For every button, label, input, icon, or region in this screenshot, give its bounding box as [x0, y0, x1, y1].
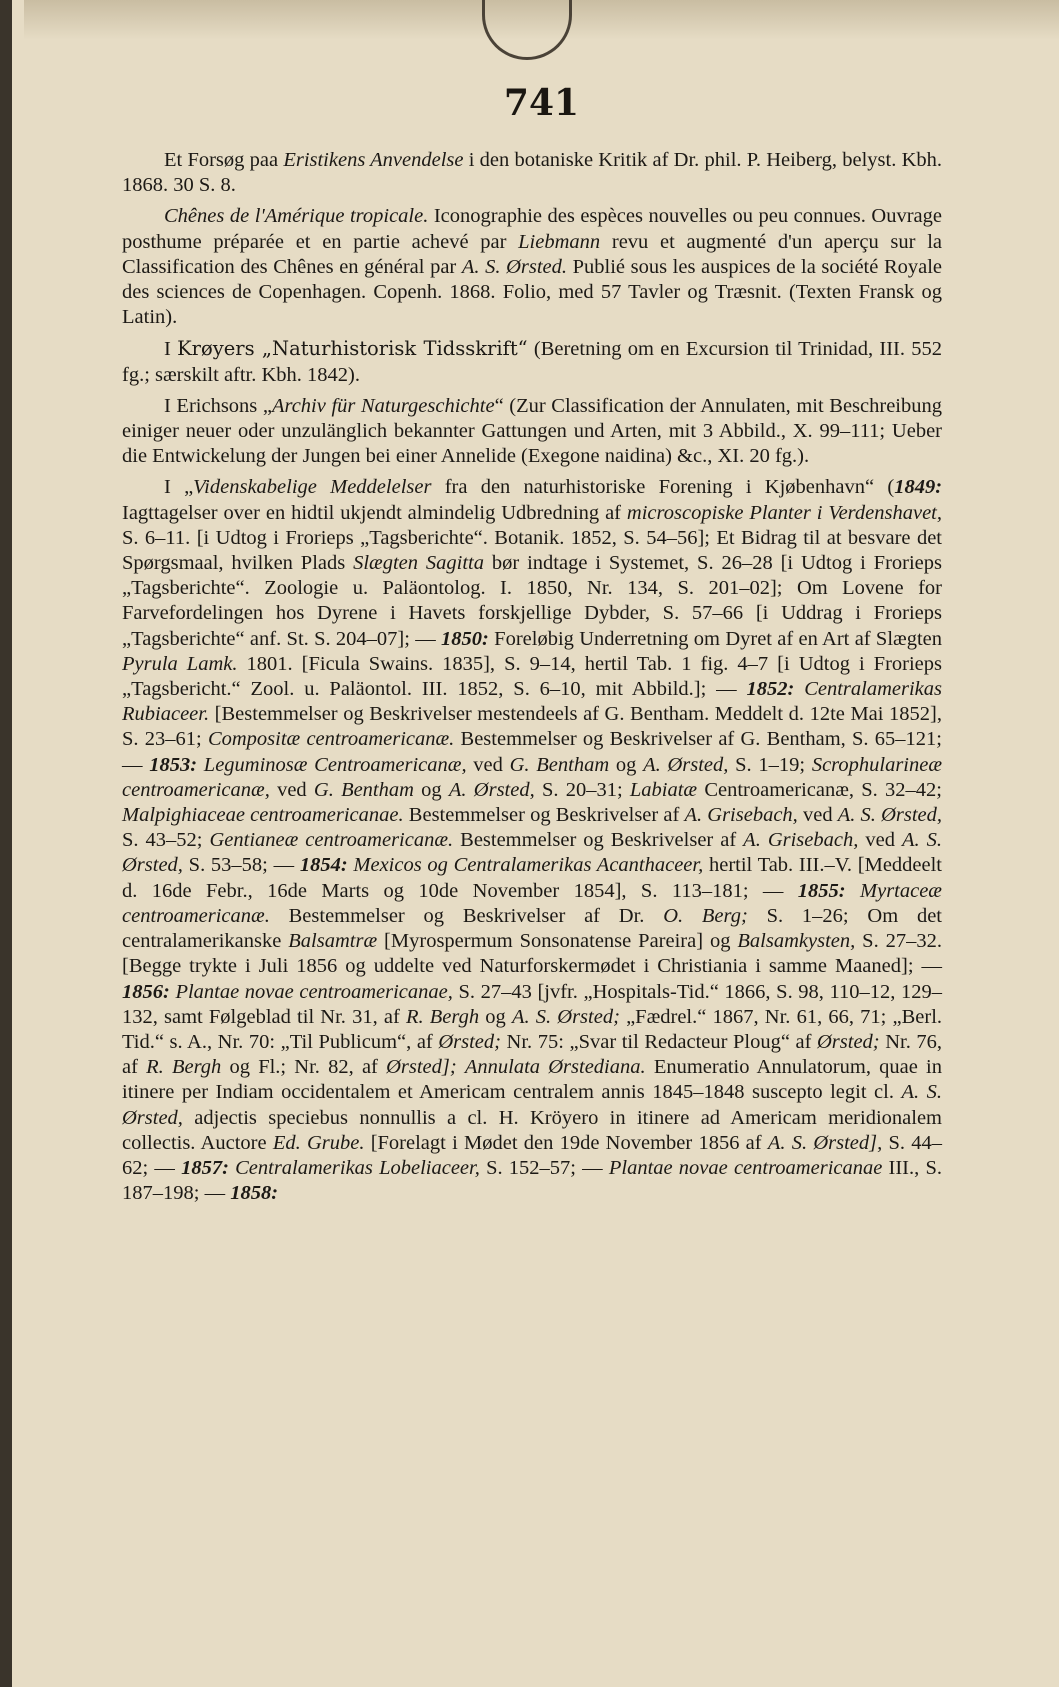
text-run: 1849: [894, 476, 943, 499]
text-run: Slægten Sagitta [353, 552, 484, 575]
text-run: Et Forsøg paa [164, 149, 284, 171]
text-run: microscopiske Planter i Verdenshavet, [626, 501, 942, 524]
text-run: III., S. 187–198; — [122, 1156, 942, 1205]
text-run: [Myrospermum Sonsonatense Pareira] og [377, 930, 738, 953]
text-run: A. S. Ørsted, [122, 1081, 943, 1129]
text-run: A. S. Ørsted; [511, 1005, 620, 1028]
text-run: Nr. 75: „Svar til Redacteur Ploug“ af [500, 1030, 817, 1053]
text-run: I „ [164, 476, 194, 499]
text-run: A. S. Ørsted, [837, 804, 943, 827]
text-run: I Erichsons „ [164, 394, 272, 417]
text-run: Plantae novae centroamericanae [608, 1156, 883, 1179]
text-run: S. 20–31; [534, 778, 630, 801]
text-run: hertil Tab. III.–V. [Meddeelt d. 16de Febr., 16de Marts og 10de November 1854], S. 113–181; — [122, 854, 943, 902]
text-run: Nr. 76, af [122, 1030, 943, 1079]
text-run: A. S. Ørsted], [767, 1131, 883, 1154]
text-run: A. S. Ørsted, [122, 829, 942, 877]
text-run: S. 1–19; [728, 753, 812, 776]
text-run: 1852: [746, 678, 795, 701]
text-run: Krøyers „Naturhistorisk Tidsskrift“ [177, 337, 528, 361]
text-run: bør indtage i Systemet, S. 26–28 [i Udtog i Frorieps „Tagsberichte“. Zoologie u. Paläontolog. I. 1850, Nr. 134, S. 201–02]; Om Lovene for Farvefordelingen hos Dyrene i Havets forskjellige Dybder, S. 57–66 [i Uddrag i Frorieps „Tagsberichte“ anf. St. S. 204–07]; — [122, 552, 943, 650]
text-run: Annulata Ørstediana. [464, 1056, 646, 1079]
page-number: 741 [503, 82, 580, 124]
text-run: „Fædrel.“ 1867, Nr. 61, 66, 71; „Berl. Tid.“ s. A., Nr. 70: „Til Publicum“, af [122, 1005, 943, 1053]
text-run: Scrophularineæ centroamericanæ, [122, 753, 943, 801]
text-run: A. Ørsted, [448, 778, 535, 801]
bibliography-text [122, 148, 942, 1212]
text-run: (Beretning om en Excursion til Trinidad, III. 552 fg.; særskilt aftr. Kbh. 1842). [122, 338, 942, 386]
text-run: Centroamericanæ, S. 32–42; [697, 778, 942, 801]
text-run: ved [269, 778, 314, 801]
text-run: R. Bergh [405, 1005, 480, 1028]
text-run: A. Ørsted, [643, 753, 729, 776]
text-run: revu et augmenté d'un aperçu sur la Classification des Chênes en général par [122, 230, 942, 278]
text-run: Balsamtræ [288, 930, 378, 953]
text-run [794, 678, 804, 700]
text-run: R. Bergh [146, 1056, 222, 1079]
text-run: A. Grisebach, [684, 804, 798, 827]
text-run: fra den naturhistoriske Forening i Kjøbenhavn“ ( [431, 476, 895, 499]
text-run: S. 43–52; [122, 829, 210, 852]
text-run: og [609, 753, 644, 776]
text-run: ved [466, 753, 510, 776]
text-run: Gentianeæ centroamericanæ. [209, 829, 454, 852]
binding-clip [482, 0, 572, 60]
text-run: Archiv für Naturgeschichte [271, 394, 495, 417]
text-run: Chênes de l'Amérique tropicale. [164, 205, 429, 228]
text-run: Bestemmelser og Beskrivelser af [403, 804, 685, 827]
text-run [197, 754, 204, 776]
text-run: Myrtaceæ centroamericanæ. [122, 879, 942, 927]
text-run: i den botaniske Kritik af Dr. phil. P. Heiberg, belyst. Kbh. 1868. 30 S. 8. [122, 149, 942, 197]
text-run: 1801. [Ficula Swains. 1835], S. 9–14, hertil Tab. 1 fig. 4–7 [i Udtog i Frorieps „Tagsbericht.“ Zool. u. Paläontol. III. 1852, S. 6–10, mit Abbild.]; — [122, 652, 943, 701]
text-run: Centralamerikas Lobeliaceer, [235, 1156, 480, 1179]
text-run: 1857: [181, 1156, 229, 1179]
text-run: Ørsted]; [386, 1056, 457, 1079]
text-run: 1856: [122, 980, 170, 1003]
text-run: og [413, 778, 449, 801]
text-run: Ed. Grube. [272, 1131, 365, 1154]
text-run [457, 1056, 465, 1078]
text-run: Iagttagelser over en hidtil ukjendt almindelig Udbredning af [122, 501, 627, 524]
text-run: “ (Zur Classification der Annulaten, mit Beschreibung einiger neuer oder unzulänglich bekannter Gattungen und Arten, mit 3 Abbild., X. 99–111; Ueber die Entwickelung der Jungen bei einer Annelide (Exegone naidina) &c., XI. 20 fg.). [122, 394, 942, 468]
text-run: Compositæ centroamericanæ. [207, 728, 455, 751]
text-run: [Bestemmelser og Beskrivelser mestendeels af G. Bentham. Meddelt d. 12te Mai 1852], S. 23–61; [122, 703, 942, 751]
text-run: Labiatæ [629, 778, 698, 801]
text-run: Bestemmelser og Beskrivelser af [453, 829, 744, 852]
text-run: ved [797, 804, 838, 827]
text-run: [Forelagt i Mødet den 19de November 1856 af [364, 1131, 768, 1154]
text-run: S. 27–43 [jvfr. „Hospitals-Tid.“ 1866, S. 98, 110–12, 129–132, samt Følgeblad til Nr. 31, af [122, 980, 942, 1028]
bibliography-paragraph [122, 204, 942, 330]
text-run: 1853: [149, 753, 198, 776]
text-run [846, 880, 860, 902]
text-run: Eristikens Anvendelse [283, 149, 464, 171]
text-run: G. Bentham [509, 753, 610, 776]
text-run: 1850: [441, 627, 489, 650]
text-run: 1855: [797, 879, 846, 902]
text-run: adjectis speciebus nonnullis a cl. H. Kröyero in itinere ad Americam meridionalem collectis. Auctore [122, 1106, 942, 1154]
text-run: Bestemmelser og Beskrivelser af G. Bentham, S. 65–121; — [122, 728, 942, 776]
text-run: og [479, 1005, 512, 1028]
text-run: Iconographie des espèces nouvelles ou peu connues. Ouvrage posthume préparée et en partie achevé par [122, 205, 942, 253]
text-run: 1854: [299, 854, 348, 877]
text-run: Videnskabelige Meddelelser [193, 476, 432, 499]
text-run: Enumeratio Annulatorum, quae in itinere per Indiam occidentalem et Americam centralem annis 1845–1848 suscepto legit cl. [122, 1056, 942, 1104]
text-run: 1858: [230, 1182, 279, 1205]
text-run: Liebmann [518, 230, 601, 253]
bibliography-paragraph [122, 475, 942, 1206]
bibliography-paragraph [122, 336, 942, 387]
text-run: S. 27–32. [Begge trykte i Juli 1856 og uddelte ved Naturforskermødet i Christiania i samme Maaned]; — [122, 930, 942, 978]
text-run: Plantae novae centroamericanae, [175, 980, 453, 1003]
text-run: Ørsted; [817, 1030, 880, 1053]
bibliography-paragraph [122, 148, 942, 198]
text-run: A. S. Ørsted. [461, 255, 568, 278]
text-run: Centralamerikas Rubiaceer. [122, 678, 942, 726]
text-run: I [164, 338, 178, 361]
text-run: Balsamkysten, [737, 930, 856, 953]
text-run: Publié sous les auspices de la société Royale des sciences de Copenhagen. Copenh. 1868. Folio, med 57 Tavler og Træsnit. (Texten Fransk og Latin). [122, 255, 943, 329]
text-run: G. Bentham [313, 778, 414, 801]
text-run: S. 44–62; — [122, 1131, 942, 1179]
text-run: S. 6–11. [i Udtog i Frorieps „Tagsberichte“. Botanik. 1852, S. 54–56]; Et Bidrag til at besvare det Spørgsmaal, hvilken Plads [122, 526, 942, 575]
text-run: S. 1–26; Om det centralamerikanske [122, 904, 942, 953]
text-run: ved [858, 829, 902, 852]
text-run: Malpighiaceae centroamericanae. [122, 804, 404, 827]
text-run: Mexicos og Centralamerikas Acanthaceer, [353, 854, 704, 877]
text-run: Ørsted; [438, 1030, 501, 1053]
text-run: Foreløbig Underretning om Dyret af en Art af Slægten [488, 627, 942, 650]
text-run: Leguminosæ Centroamericanæ, [203, 753, 467, 776]
text-run: O. Berg; [663, 904, 748, 927]
text-run: S. 152–57; — [479, 1156, 609, 1179]
text-run: A. Grisebach, [743, 829, 859, 852]
text-run: S. 53–58; — [182, 854, 300, 877]
bibliography-paragraph [122, 394, 942, 470]
text-run: og Fl.; Nr. 82, af [221, 1056, 387, 1079]
text-run: Bestemmelser og Beskrivelser af Dr. [269, 904, 664, 927]
text-run: Pyrula Lamk. [122, 652, 238, 675]
